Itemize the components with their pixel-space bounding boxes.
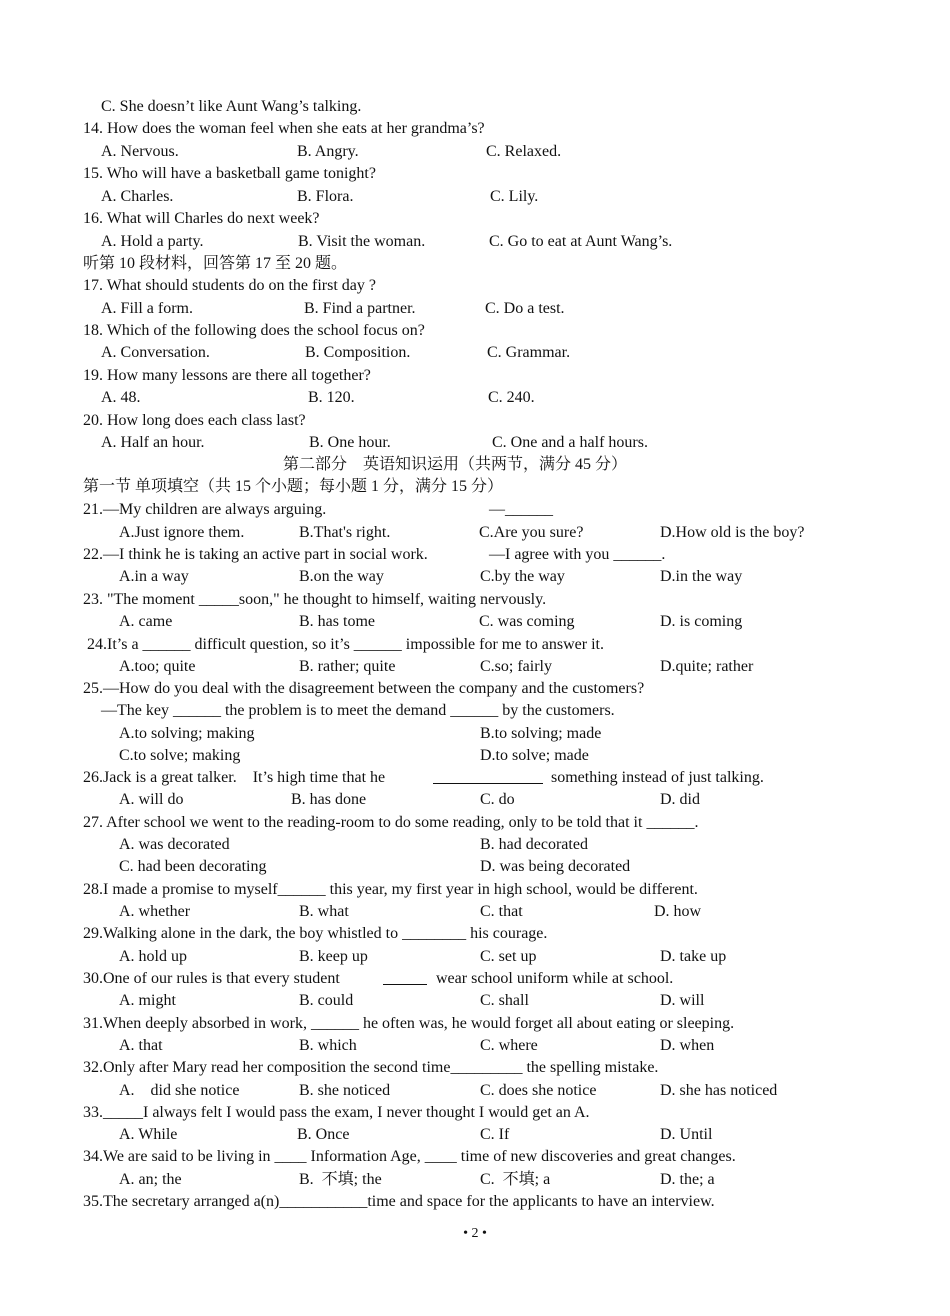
answer-option: C. Do a test.: [485, 300, 565, 317]
answer-option: C.Are you sure?: [479, 524, 584, 541]
text-line: 21.—My children are always arguing.: [83, 501, 327, 518]
answer-option: D. was being decorated: [480, 858, 631, 875]
answer-option: C. One and a half hours.: [492, 434, 648, 451]
answer-option: D.How old is the boy?: [660, 524, 805, 541]
answer-option: C. Lily.: [490, 188, 539, 205]
answer-option: D. she has noticed: [660, 1082, 778, 1099]
text-line: 35.The secretary arranged a(n)___________time and space for the applicants to have an interview.: [83, 1193, 715, 1210]
answer-option: C. had been decorating: [119, 858, 267, 875]
answer-option: D. the; a: [660, 1171, 715, 1188]
answer-option: B. One hour.: [309, 434, 391, 451]
answer-option: D.quite; rather: [660, 658, 754, 675]
answer-option: B. what: [299, 903, 349, 920]
answer-option: B.to solving; made: [480, 725, 602, 742]
answer-option: C.so; fairly: [480, 658, 552, 675]
text-line: 听第 10 段材料，回答第 17 至 20 题。: [83, 255, 348, 272]
text-line: 16. What will Charles do next week?: [83, 210, 320, 227]
answer-option: D.to solve; made: [480, 747, 589, 764]
answer-option: A. Hold a party.: [101, 233, 204, 250]
text-line: 31.When deeply absorbed in work, ______ he often was, he would forget all about eating or sleeping.: [83, 1015, 735, 1032]
answer-option: B. rather; quite: [299, 658, 396, 675]
answer-blank-line: [433, 783, 543, 784]
answer-option: A.too; quite: [119, 658, 196, 675]
answer-option: A. was decorated: [119, 836, 230, 853]
answer-option: B. keep up: [299, 948, 368, 965]
answer-option: D. did: [660, 791, 700, 808]
text-line: —The key ______ the problem is to meet the demand ______ by the customers.: [101, 702, 615, 719]
answer-option: D. take up: [660, 948, 727, 965]
answer-option: C. was coming: [479, 613, 575, 630]
answer-option: A. might: [119, 992, 176, 1009]
answer-option: C. does she notice: [480, 1082, 597, 1099]
answer-option: A. will do: [119, 791, 184, 808]
answer-option: A. an; the: [119, 1171, 182, 1188]
answer-option: B. she noticed: [299, 1082, 391, 1099]
text-line: 26.Jack is a great talker. It’s high time that he: [83, 769, 386, 786]
text-line: 28.I made a promise to myself______ this year, my first year in high school, would be different.: [83, 881, 698, 898]
text-line: 30.One of our rules is that every student: [83, 970, 340, 987]
answer-option: A. Conversation.: [101, 344, 210, 361]
text-line: 20. How long does each class last?: [83, 412, 306, 429]
text-line: 23. "The moment _____soon," he thought to himself, waiting nervously.: [83, 591, 547, 608]
answer-option: C. shall: [480, 992, 529, 1009]
answer-option: D. when: [660, 1037, 715, 1054]
answer-option: A. Half an hour.: [101, 434, 205, 451]
answer-option: A. Fill a form.: [101, 300, 193, 317]
text-line: 14. How does the woman feel when she eats at her grandma’s?: [83, 120, 485, 137]
text-line: 27. After school we went to the reading-room to do some reading, only to be told that it ______.: [83, 814, 699, 831]
answer-option: A.in a way: [119, 568, 189, 585]
answer-option: C.to solve; making: [119, 747, 241, 764]
answer-option: D. how: [654, 903, 702, 920]
answer-option: B. has tome: [299, 613, 375, 630]
answer-option: C. set up: [480, 948, 537, 965]
answer-option: B.on the way: [299, 568, 384, 585]
text-line: 15. Who will have a basketball game tonight?: [83, 165, 376, 182]
answer-option: B. Visit the woman.: [298, 233, 426, 250]
answer-option: C. Go to eat at Aunt Wang’s.: [489, 233, 673, 250]
answer-option: D. is coming: [660, 613, 743, 630]
answer-option: C. If: [480, 1126, 510, 1143]
text-line: —I agree with you ______.: [489, 546, 666, 563]
answer-option: A.Just ignore them.: [119, 524, 245, 541]
page-number: • 2 •: [463, 1226, 487, 1241]
answer-option: C. Relaxed.: [486, 143, 562, 160]
answer-option: B. Flora.: [297, 188, 354, 205]
answer-option: C. that: [480, 903, 523, 920]
answer-option: C. Grammar.: [487, 344, 571, 361]
answer-option: C.by the way: [480, 568, 565, 585]
answer-option: A. whether: [119, 903, 191, 920]
answer-option: D.in the way: [660, 568, 743, 585]
answer-option: A. 48.: [101, 389, 141, 406]
answer-option: A. While: [119, 1126, 178, 1143]
answer-option: A. Charles.: [101, 188, 174, 205]
answer-option: A. did she notice: [119, 1082, 240, 1099]
text-line: C. She doesn’t like Aunt Wang’s talking.: [101, 98, 362, 115]
text-line: 25.—How do you deal with the disagreement between the company and the customers?: [83, 680, 645, 697]
text-line: 24.It’s a ______ difficult question, so it’s ______ impossible for me to answer it.: [87, 636, 604, 653]
text-line: 17. What should students do on the first day ?: [83, 277, 376, 294]
text-line: 18. Which of the following does the school focus on?: [83, 322, 425, 339]
answer-option: C. 不填; a: [480, 1171, 551, 1188]
text-line: 22.—I think he is taking an active part in social work.: [83, 546, 428, 563]
text-line: 19. How many lessons are there all together?: [83, 367, 371, 384]
answer-option: B. has done: [291, 791, 367, 808]
answer-option: C. where: [480, 1037, 538, 1054]
answer-option: D. will: [660, 992, 705, 1009]
text-line: 第二部分 英语知识运用（共两节，满分 45 分）: [283, 456, 628, 473]
answer-option: B. 120.: [308, 389, 355, 406]
answer-option: B. Composition.: [305, 344, 411, 361]
text-line: wear school uniform while at school.: [436, 970, 674, 987]
answer-option: A. came: [119, 613, 173, 630]
answer-option: C. 240.: [488, 389, 535, 406]
answer-option: A. hold up: [119, 948, 187, 965]
text-line: 34.We are said to be living in ____ Information Age, ____ time of new discoveries and great changes.: [83, 1148, 736, 1165]
answer-option: B.That's right.: [299, 524, 391, 541]
answer-option: C. do: [480, 791, 515, 808]
text-line: 第一节 单项填空（共 15 个小题；每小题 1 分，满分 15 分）: [83, 478, 504, 495]
answer-option: A.to solving; making: [119, 725, 255, 742]
answer-blank-line: [383, 984, 427, 985]
answer-option: B. which: [299, 1037, 357, 1054]
answer-option: B. Angry.: [297, 143, 359, 160]
answer-option: B. had decorated: [480, 836, 588, 853]
answer-option: A. that: [119, 1037, 163, 1054]
text-line: something instead of just talking.: [551, 769, 764, 786]
answer-option: B. Find a partner.: [304, 300, 416, 317]
text-line: 29.Walking alone in the dark, the boy whistled to ________ his courage.: [83, 925, 548, 942]
text-line: —______: [489, 501, 553, 518]
answer-option: D. Until: [660, 1126, 713, 1143]
text-line: 33._____I always felt I would pass the exam, I never thought I would get an A.: [83, 1104, 590, 1121]
answer-option: B. could: [299, 992, 354, 1009]
answer-option: B. 不填; the: [299, 1171, 382, 1188]
answer-option: A. Nervous.: [101, 143, 179, 160]
answer-option: B. Once: [297, 1126, 350, 1143]
text-line: 32.Only after Mary read her composition the second time_________ the spelling mistake.: [83, 1059, 659, 1076]
